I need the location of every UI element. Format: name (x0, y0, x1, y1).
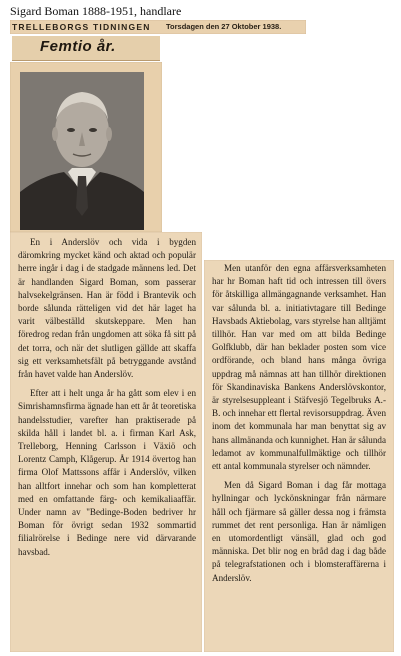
paragraph: Men då Sigard Boman i dag får mottaga hyllningar och lyckönskningar från närmare håll och fjärmare så gäller dessa nog i främsta rummet det rent personliga. Han är nämligen en utomordentligt vänsäll, glad och god människa. Det blir nog en bråd dag i dag både på telegrafstationen och i blomsteraffärerna i Anderslöv. (212, 480, 386, 583)
image-caption: Sigard Boman 1888-1951, handlare (10, 4, 182, 18)
paragraph: En i Anderslöv och vida i bygden däromkring mycket känd och aktad och populär herre ingår i dag i de stadgade männens led. Det är handlanden Sigard Boman, som passerar halvsekelgränsen. Han är född i Brantevik och borde sålunda rätteligen vid det här laget ha varit välbeställd skutskeppare. Men han föredrog redan från ungdomen att söka få sitt på det torra, och när det slutligen gällde att skaffa sig ett verksamhetsfält på betryggande avstånd från havet valde han Anderslöv. (18, 237, 196, 380)
headline: Femtio år. (40, 38, 116, 55)
paragraph: Men utanför den egna affärsverksamheten har hr Boman haft tid och intressen till övers för åtskilliga allmängagnande verksamhet. Han var sålunda bl. a. initiativtagare till Bedinge Havsbads Aktiebolag, vars styrelse han alltjämt tillhör. Han var med om att bilda Bedinge Golfklubb, där han beklader posten som vice ordförande, och bland hans många övriga uppdrag må nämnas att han tillhör direktionen för Skandinaviska Bankens Anderslövskontor, är styrelsesuppleant i Stäfvesjö Tegelbruks A.-B. och innehar ett flertal revisorsuppdrag. Även inom det kommunala har man benyttat sig av hans allmänanda och kunnighet. Han är sålunda ledamot av kommunalfullmäktige och tillhör ett antal kommunala styrelser och nämnder. (212, 263, 386, 472)
newspaper-name: TRELLEBORGS TIDNINGEN (12, 22, 151, 32)
paragraph: Efter att i helt unga år ha gått som elev i en Simrishamnsfirma ägnade han ett år åt teoretiska handelsstudier, varefter han praktiserade på skilda håll i landet bl. a. i firman Karl Ask, Trelleborg, Henning Carlsson i Växiö och Lorentz Camph, Klågerup. År 1914 övertog han firma Olof Mattssons affär i Anderslöv, vilken han alltfort innehar och som han kompletterat med en omfattande färg- och kemikaliaaffär. Under namn av "Bedinge-Boden bedriver hr Boman för övrigt sedan 1932 sommartid filialrörelse i Bedinge nere vid därvarande havsbad. (18, 388, 196, 557)
publication-date: Torsdagen den 27 Oktober 1938. (166, 22, 282, 31)
article-text-column-1 (18, 236, 196, 559)
portrait-photo (20, 72, 144, 230)
portrait-illustration (20, 72, 144, 230)
article-text-column-2 (212, 262, 386, 585)
